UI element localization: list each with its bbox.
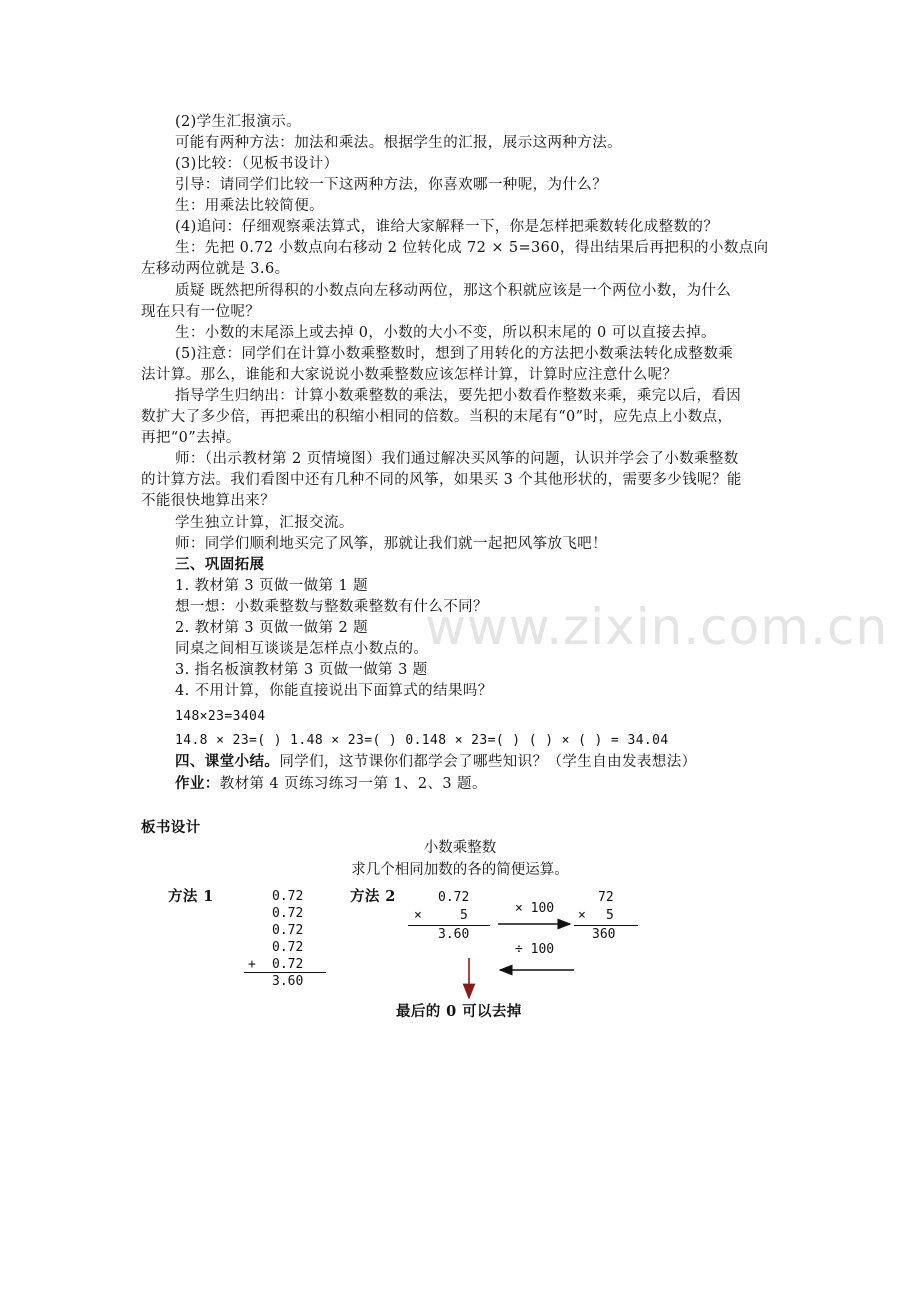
watermark-text: www.zixin.com.cn (425, 598, 889, 656)
text-line: 3. 指名板演教材第 3 页做一做第 3 题 (175, 662, 428, 678)
addend: 0.72 (272, 940, 304, 955)
board-conclusion: 最后的 0 可以去掉 (396, 1003, 522, 1020)
text-line: 生：先把 0.72 小数点向右移动 2 位转化成 72 × 5=360，得出结果后再把积的小数点向 (175, 240, 769, 256)
homework-text: 教材第 4 页练习练习一第 1、2、3 题。 (219, 776, 487, 792)
text-line: 法计算。那么，谁能和大家说说小数乘整数应该怎样计算，计算时应注意什么呢？ (141, 367, 678, 383)
addend: 0.72 (272, 889, 304, 904)
method2-label: 方法 2 (350, 888, 396, 905)
text-line: 4. 不用计算，你能直接说出下面算式的结果吗？ (175, 683, 493, 699)
addend: 0.72 (272, 957, 304, 972)
method1-label: 方法 1 (168, 888, 214, 905)
addend: 0.72 (272, 923, 304, 938)
times-sign: × (414, 908, 422, 923)
section-heading: 三、巩固拓展 (175, 556, 265, 573)
text-line: 2. 教材第 3 页做一做第 2 题 (175, 620, 369, 636)
product-result: 3.60 (438, 927, 470, 942)
arrow-right-label: × 100 (515, 901, 555, 916)
board-heading: 板书设计 (141, 819, 201, 836)
text-line: 不能很快地算出来？ (141, 493, 276, 509)
text-line: 引导：请同学们比较一下这两种方法，你喜欢哪一种呢，为什么？ (175, 177, 608, 193)
text-line: (2)学生汇报演示。 (175, 114, 302, 130)
multiplicand: 0.72 (438, 890, 470, 905)
homework-label: 作业： (175, 775, 220, 792)
text-line: 1. 教材第 3 页做一做第 1 题 (175, 578, 369, 594)
text-line: 数扩大了多少倍，再把乘出的积缩小相同的倍数。当积的末尾有“0”时，应先点上小数点， (141, 409, 733, 425)
plus-sign: + (248, 957, 256, 972)
text-line: 质疑 既然把所得积的小数点向左移动两位，那这个积就应该是一个两位小数，为什么 (175, 283, 732, 299)
text-line: 的计算方法。我们看图中还有几种不同的风筝，如果买 3 个其他形状的，需要多少钱呢？能 (141, 472, 742, 488)
text-line: 左移动两位就是 3.6。 (141, 261, 290, 277)
text-line: (4)追问：仔细观察乘法算式，谁给大家解释一下，你是怎样把乘数转化成整数的？ (175, 219, 719, 235)
equation-line: 148×23=3404 (175, 709, 266, 724)
multiplier: 5 (460, 908, 468, 923)
text-line: 指导学生归纳出：计算小数乘整数的乘法，要先把小数看作整数来乘，乘完以后，看因 (175, 388, 742, 404)
text-line: 生：小数的末尾添上或去掉 0，小数的大小不变，所以积末尾的 0 可以直接去掉。 (175, 325, 716, 341)
summary-label: 四、课堂小结。 (175, 753, 280, 770)
equation-line: 14.8 × 23=( ) 1.48 × 23=( ) 0.148 × 23=( ) ( ) × ( ) = 34.04 (175, 733, 669, 748)
sum-result: 3.60 (272, 974, 304, 989)
text-line: 可能有两种方法：加法和乘法。根据学生的汇报，展示这两种方法。 (175, 135, 622, 151)
text-line: (3)比较：（见板书设计） (175, 156, 339, 172)
text-line: 师：同学们顺利地买完了风筝，那就让我们就一起把风筝放飞吧！ (175, 536, 608, 552)
text-line: 师：（出示教材第 2 页情境图）我们通过解决买风筝的问题，认识并学会了小数乘整数 (175, 451, 739, 467)
addend: 0.72 (272, 906, 304, 921)
text-line: 生：用乘法比较简便。 (175, 198, 324, 214)
multiplicand: 72 (598, 890, 614, 905)
text-line: (5)注意：同学们在计算小数乘整数时，想到了用转化的方法把小数乘法转化成整数乘 (175, 346, 734, 362)
text-line: 学生独立计算，汇报交流。 (175, 515, 354, 531)
text-line: 同桌之间相互谈谈是怎样点小数点的。 (175, 641, 429, 657)
multiplier: 5 (606, 908, 614, 923)
text-line: 想一想：小数乘整数与整数乘整数有什么不同？ (175, 599, 488, 615)
arrow-left-label: ÷ 100 (515, 942, 555, 957)
summary-text: 同学们，这节课你们都学会了哪些知识？（学生自由发表想法） (279, 754, 697, 770)
text-line: 再把“0”去掉。 (141, 430, 241, 446)
text-line: 现在只有一位呢？ (141, 304, 261, 320)
product-result: 360 (592, 927, 616, 942)
board-subtitle: 求几个相同加数的各的简便运算。 (351, 862, 569, 878)
board-title: 小数乘整数 (423, 840, 497, 856)
times-sign: × (578, 908, 586, 923)
